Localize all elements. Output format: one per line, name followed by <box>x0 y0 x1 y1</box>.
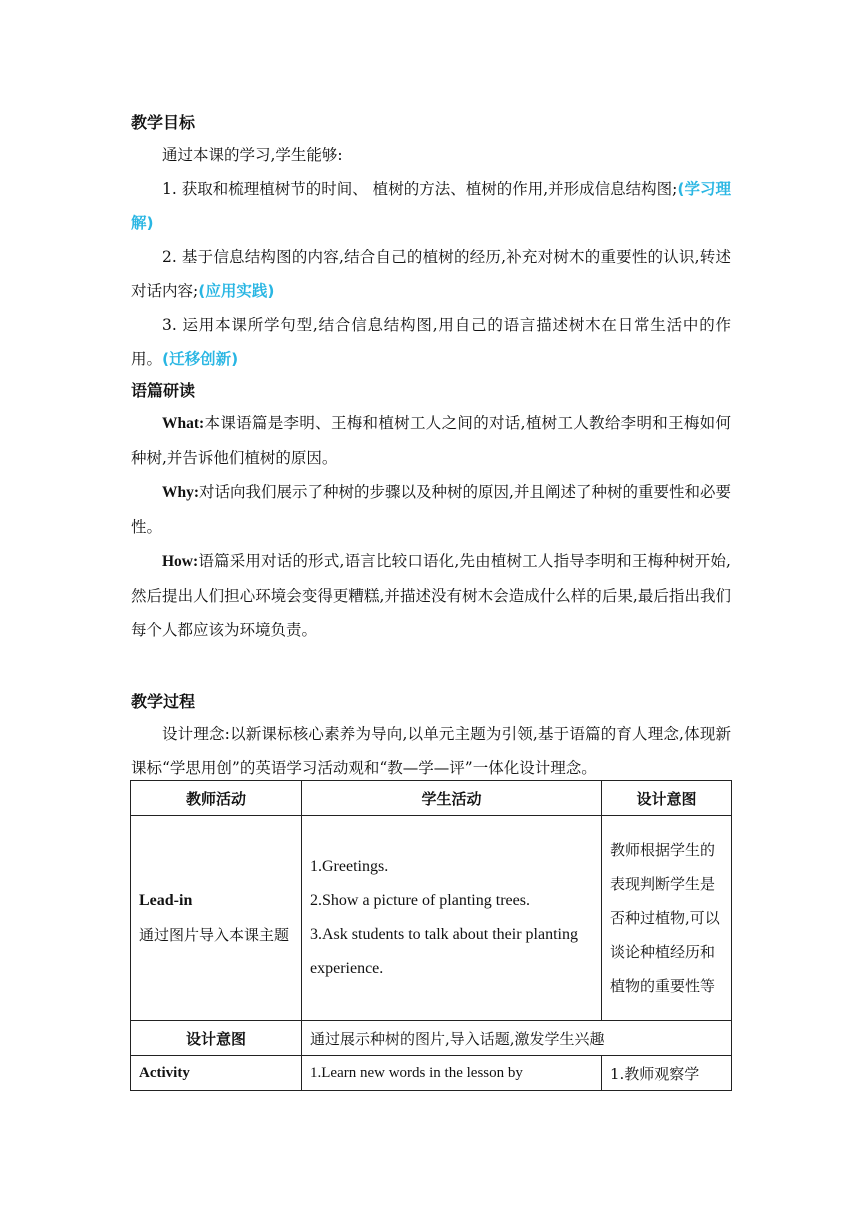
lead-in-title: Lead-in <box>139 892 193 909</box>
objective-tag: (学习理解) <box>131 180 731 232</box>
header-student-activity: 学生活动 <box>302 781 602 816</box>
objective-item <box>131 308 731 376</box>
table-header-row <box>131 781 732 816</box>
lead-in-subtitle: 通过图片导入本课主题 <box>139 926 290 944</box>
header-teacher-activity: 教师活动 <box>131 781 302 816</box>
objectives-heading: 教学目标 <box>131 113 196 132</box>
objectives-intro: 通过本课的学习,学生能够: <box>162 146 343 164</box>
lead-in-cell <box>131 816 302 1021</box>
analysis-label: How: <box>162 553 199 570</box>
objective-tag: (迁移创新) <box>162 350 239 368</box>
process-intro: 设计理念:以新课标核心素养为导向,以单元主题为引领,基于语篇的育人理念,体现新课标“学思用创”的英语学习活动观和“教—学—评”一体化设计理念。 <box>131 725 731 777</box>
lesson-plan-table <box>130 780 732 1091</box>
analysis-text: 对话向我们展示了种树的步骤以及种树的原因,并且阐述了种树的重要性和必要性。 <box>131 483 731 536</box>
objective-item <box>131 240 731 308</box>
analysis-what <box>131 406 731 475</box>
student-line: 2.Show a picture of planting trees. <box>310 892 530 909</box>
student-line: 1.Greetings. <box>310 858 389 875</box>
process-heading: 教学过程 <box>131 692 196 711</box>
table-row <box>131 1056 732 1091</box>
analysis-label: Why: <box>162 484 200 501</box>
table-row <box>131 816 732 1021</box>
header-design-intent: 设计意图 <box>602 781 732 816</box>
lead-in-intent-cell: 教师根据学生的表现判断学生是否种过植物,可以谈论种植经历和植物的重要性等 <box>602 816 732 1021</box>
lead-in-student-cell <box>302 816 602 1021</box>
activity-student-cell: 1.Learn new words in the lesson by <box>302 1056 602 1091</box>
objective-item <box>131 172 731 240</box>
activity-title: Activity <box>131 1056 302 1091</box>
table-row <box>131 1021 732 1056</box>
analysis-heading: 语篇研读 <box>131 381 196 400</box>
analysis-text: 本课语篇是李明、王梅和植树工人之间的对话,植树工人教给李明和王梅如何种树,并告诉他们植树的原因。 <box>131 414 731 467</box>
document-body <box>131 108 731 785</box>
objective-tag: (应用实践) <box>198 282 275 300</box>
analysis-how <box>131 544 731 647</box>
activity-intent-cell: 1.教师观察学 <box>602 1056 732 1091</box>
section-spacer <box>131 647 731 687</box>
intent-row-text: 通过展示种树的图片,导入话题,激发学生兴趣 <box>302 1021 732 1056</box>
objective-text: 2. 基于信息结构图的内容,结合自己的植树的经历,补充对树木的重要性的认识,转述对话内容; <box>131 248 731 300</box>
intent-row-label: 设计意图 <box>131 1021 302 1056</box>
objective-text: 1. 获取和梳理植树节的时间、 植树的方法、植树的作用,并形成信息结构图; <box>162 180 678 198</box>
analysis-text: 语篇采用对话的形式,语言比较口语化,先由植树工人指导李明和王梅种树开始,然后提出人们担心环境会变得更糟糕,并描述没有树木会造成什么样的后果,最后指出我们每个人都应该为环境负责。 <box>131 552 731 639</box>
objective-text: 3. 运用本课所学句型,结合信息结构图,用自己的语言描述树木在日常生活中的作用。 <box>131 316 731 368</box>
student-line: 3.Ask students to talk about their planting experience. <box>310 926 578 977</box>
analysis-label: What: <box>162 415 205 432</box>
analysis-why <box>131 475 731 544</box>
